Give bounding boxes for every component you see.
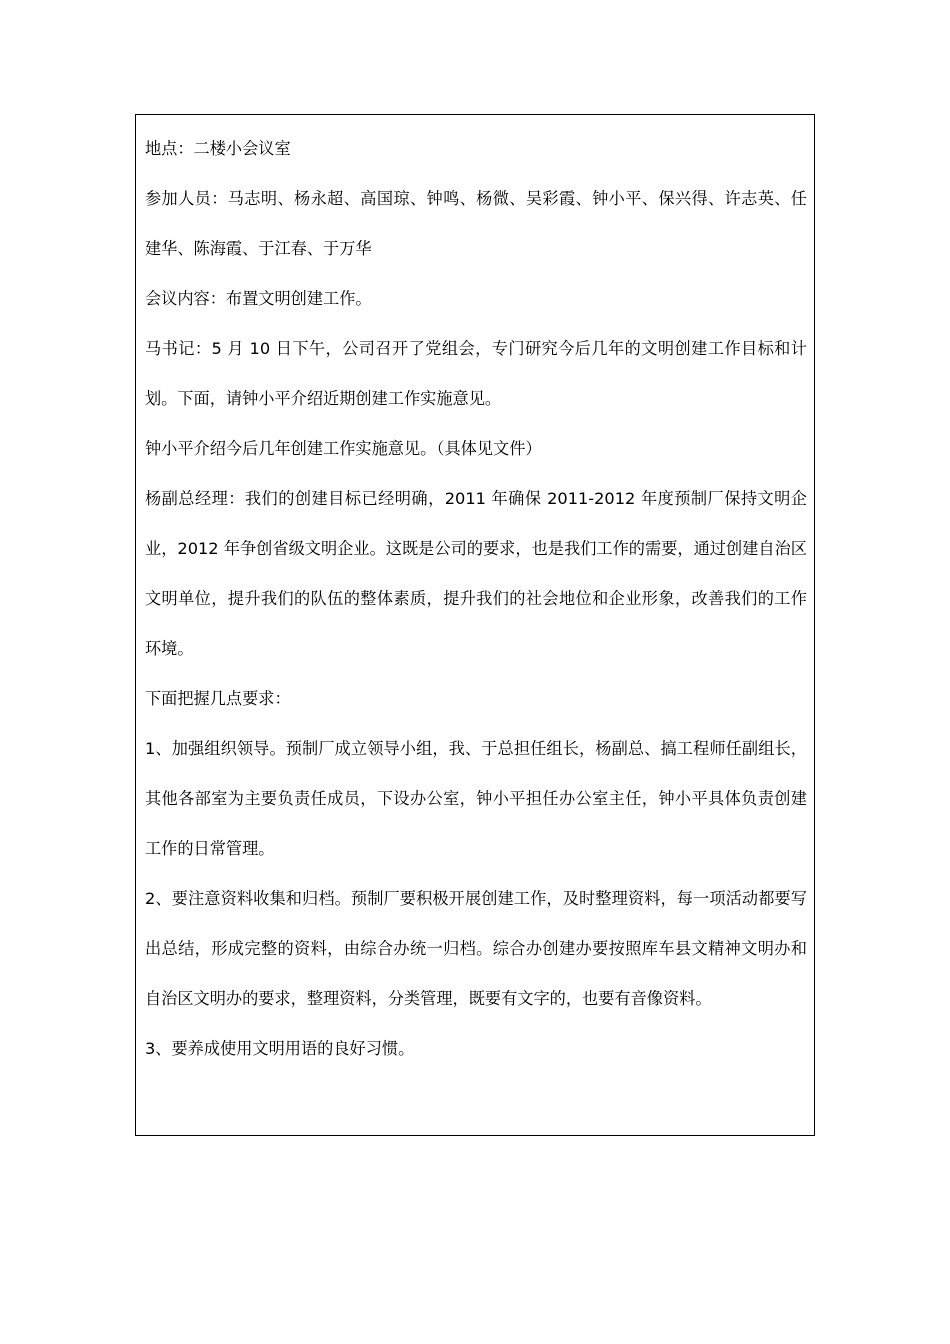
zhong-xiaoping-paragraph: 钟小平介绍今后几年创建工作实施意见。（具体见文件） <box>145 439 542 458</box>
requirement-1-paragraph: 1、加强组织领导。预制厂成立领导小组，我、于总担任组长，杨副总、搞工程师任副组长，其他各部室为主要负责任成员，下设办公室，钟小平担任办公室主任，钟小平具体负责创建工作的日常管理。 <box>145 739 807 858</box>
meeting-minutes-content <box>145 124 807 1074</box>
requirement-2-paragraph: 2、要注意资料收集和归档。预制厂要积极开展创建工作，及时整理资料，每一项活动都要写出总结，形成完整的资料，由综合办统一归档。综合办创建办要按照库车县文精神文明办和自治区文明办的要求，整理资料，分类管理，既要有文字的，也要有音像资料。 <box>145 889 807 1008</box>
meeting-minutes-box <box>135 114 815 1136</box>
secretary-ma-remarks-paragraph: 马书记：5 月 10 日下午，公司召开了党组会，专门研究今后几年的文明创建工作目标和计划。下面，请钟小平介绍近期创建工作实施意见。 <box>145 339 807 408</box>
requirement-3-paragraph: 3、要养成使用文明用语的良好习惯。 <box>145 1039 415 1058</box>
agenda-paragraph: 会议内容：布置文明创建工作。 <box>145 289 372 308</box>
attendees-paragraph: 参加人员：马志明、杨永超、高国琼、钟鸣、杨微、吴彩霞、钟小平、保兴得、许志英、任建华、陈海霞、于江春、于万华 <box>145 189 807 258</box>
deputy-gm-yang-remarks-paragraph: 杨副总经理：我们的创建目标已经明确，2011 年确保 2011-2012 年度预制厂保持文明企业，2012 年争创省级文明企业。这既是公司的要求，也是我们工作的需要，通过创建自治区文明单位，提升我们的队伍的整体素质，提升我们的社会地位和企业形象，改善我们的工作环境。 <box>145 489 807 658</box>
requirements-intro-paragraph: 下面把握几点要求： <box>145 689 291 708</box>
location-paragraph: 地点：二楼小会议室 <box>145 139 291 158</box>
